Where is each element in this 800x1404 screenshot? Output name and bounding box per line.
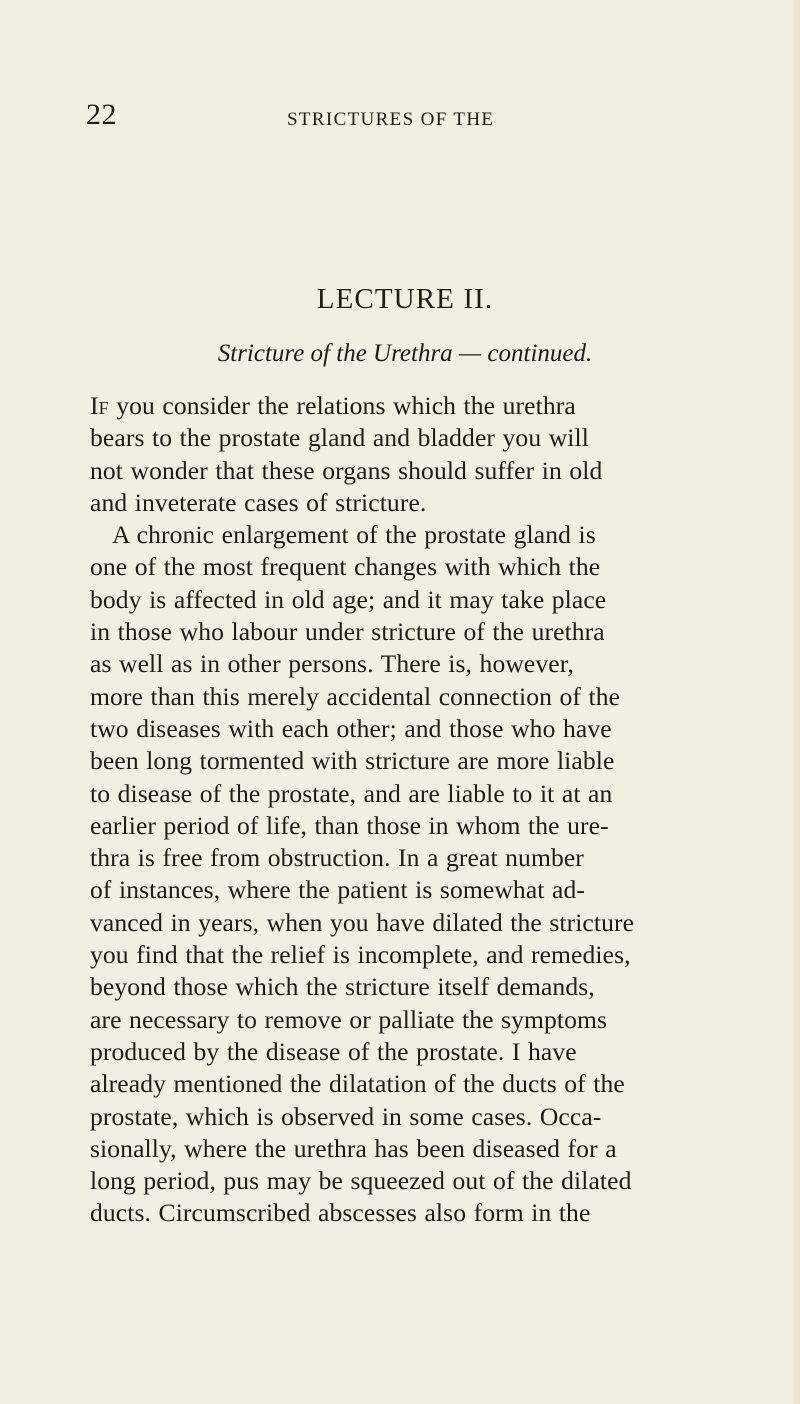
text-line-remainder: you consider the relations which the urethra [108, 391, 576, 420]
text-line: ducts. Circumscribed abscesses also form in the [90, 1198, 591, 1228]
text-line: prostate, which is observed in some cases. Occa- [90, 1101, 602, 1131]
text-line: as well as in other persons. There is, however, [90, 649, 574, 679]
page-edge-shadow [794, 0, 800, 1404]
text-line: produced by the disease of the prostate. I have [90, 1036, 577, 1066]
lecture-heading: LECTURE II. [316, 283, 494, 315]
first-word: If [90, 391, 109, 420]
text-line: are necessary to remove or palliate the symptoms [90, 1004, 608, 1034]
text-line: to disease of the prostate, and are liable to it at an [90, 778, 613, 808]
running-head [0, 100, 800, 130]
text-line: body is affected in old age; and it may take place [90, 584, 607, 614]
text-line: in those who labour under stricture of the urethra [90, 617, 605, 647]
running-title: STRICTURES OF THE [287, 109, 495, 130]
text-line: and inveterate cases of stricture. [90, 487, 427, 517]
text-line: of instances, where the patient is somewhat ad- [90, 875, 585, 905]
text-line: two diseases with each other; and those who have [90, 713, 612, 743]
text-line: more than this merely accidental connection of the [90, 681, 621, 711]
page-number: 22 [86, 98, 117, 131]
text-line: long period, pus may be squeezed out of the dilated [90, 1166, 632, 1196]
text-line: bears to the prostate gland and bladder you will [90, 423, 589, 453]
body-text [90, 390, 790, 1230]
text-line [90, 390, 790, 422]
text-line: vanced in years, when you have dilated the stricture [90, 907, 635, 937]
text-line: earlier period of life, than those in whom the ure- [90, 810, 609, 840]
text-line: beyond those which the stricture itself demands, [90, 972, 595, 1002]
text-line: been long tormented with stricture are more liable [90, 746, 615, 776]
text-line: already mentioned the dilatation of the ducts of the [90, 1069, 625, 1099]
lecture-subtitle: Stricture of the Urethra — continued. [217, 340, 593, 367]
text-line: A chronic enlargement of the prostate gland is [112, 520, 596, 550]
text-line: one of the most frequent changes with which the [90, 552, 601, 582]
text-line: not wonder that these organs should suffer in old [90, 455, 603, 485]
text-line: thra is free from obstruction. In a great number [90, 843, 584, 873]
text-line: sionally, where the urethra has been diseased for a [90, 1133, 617, 1163]
text-line: you find that the relief is incomplete, and remedies, [90, 940, 631, 970]
